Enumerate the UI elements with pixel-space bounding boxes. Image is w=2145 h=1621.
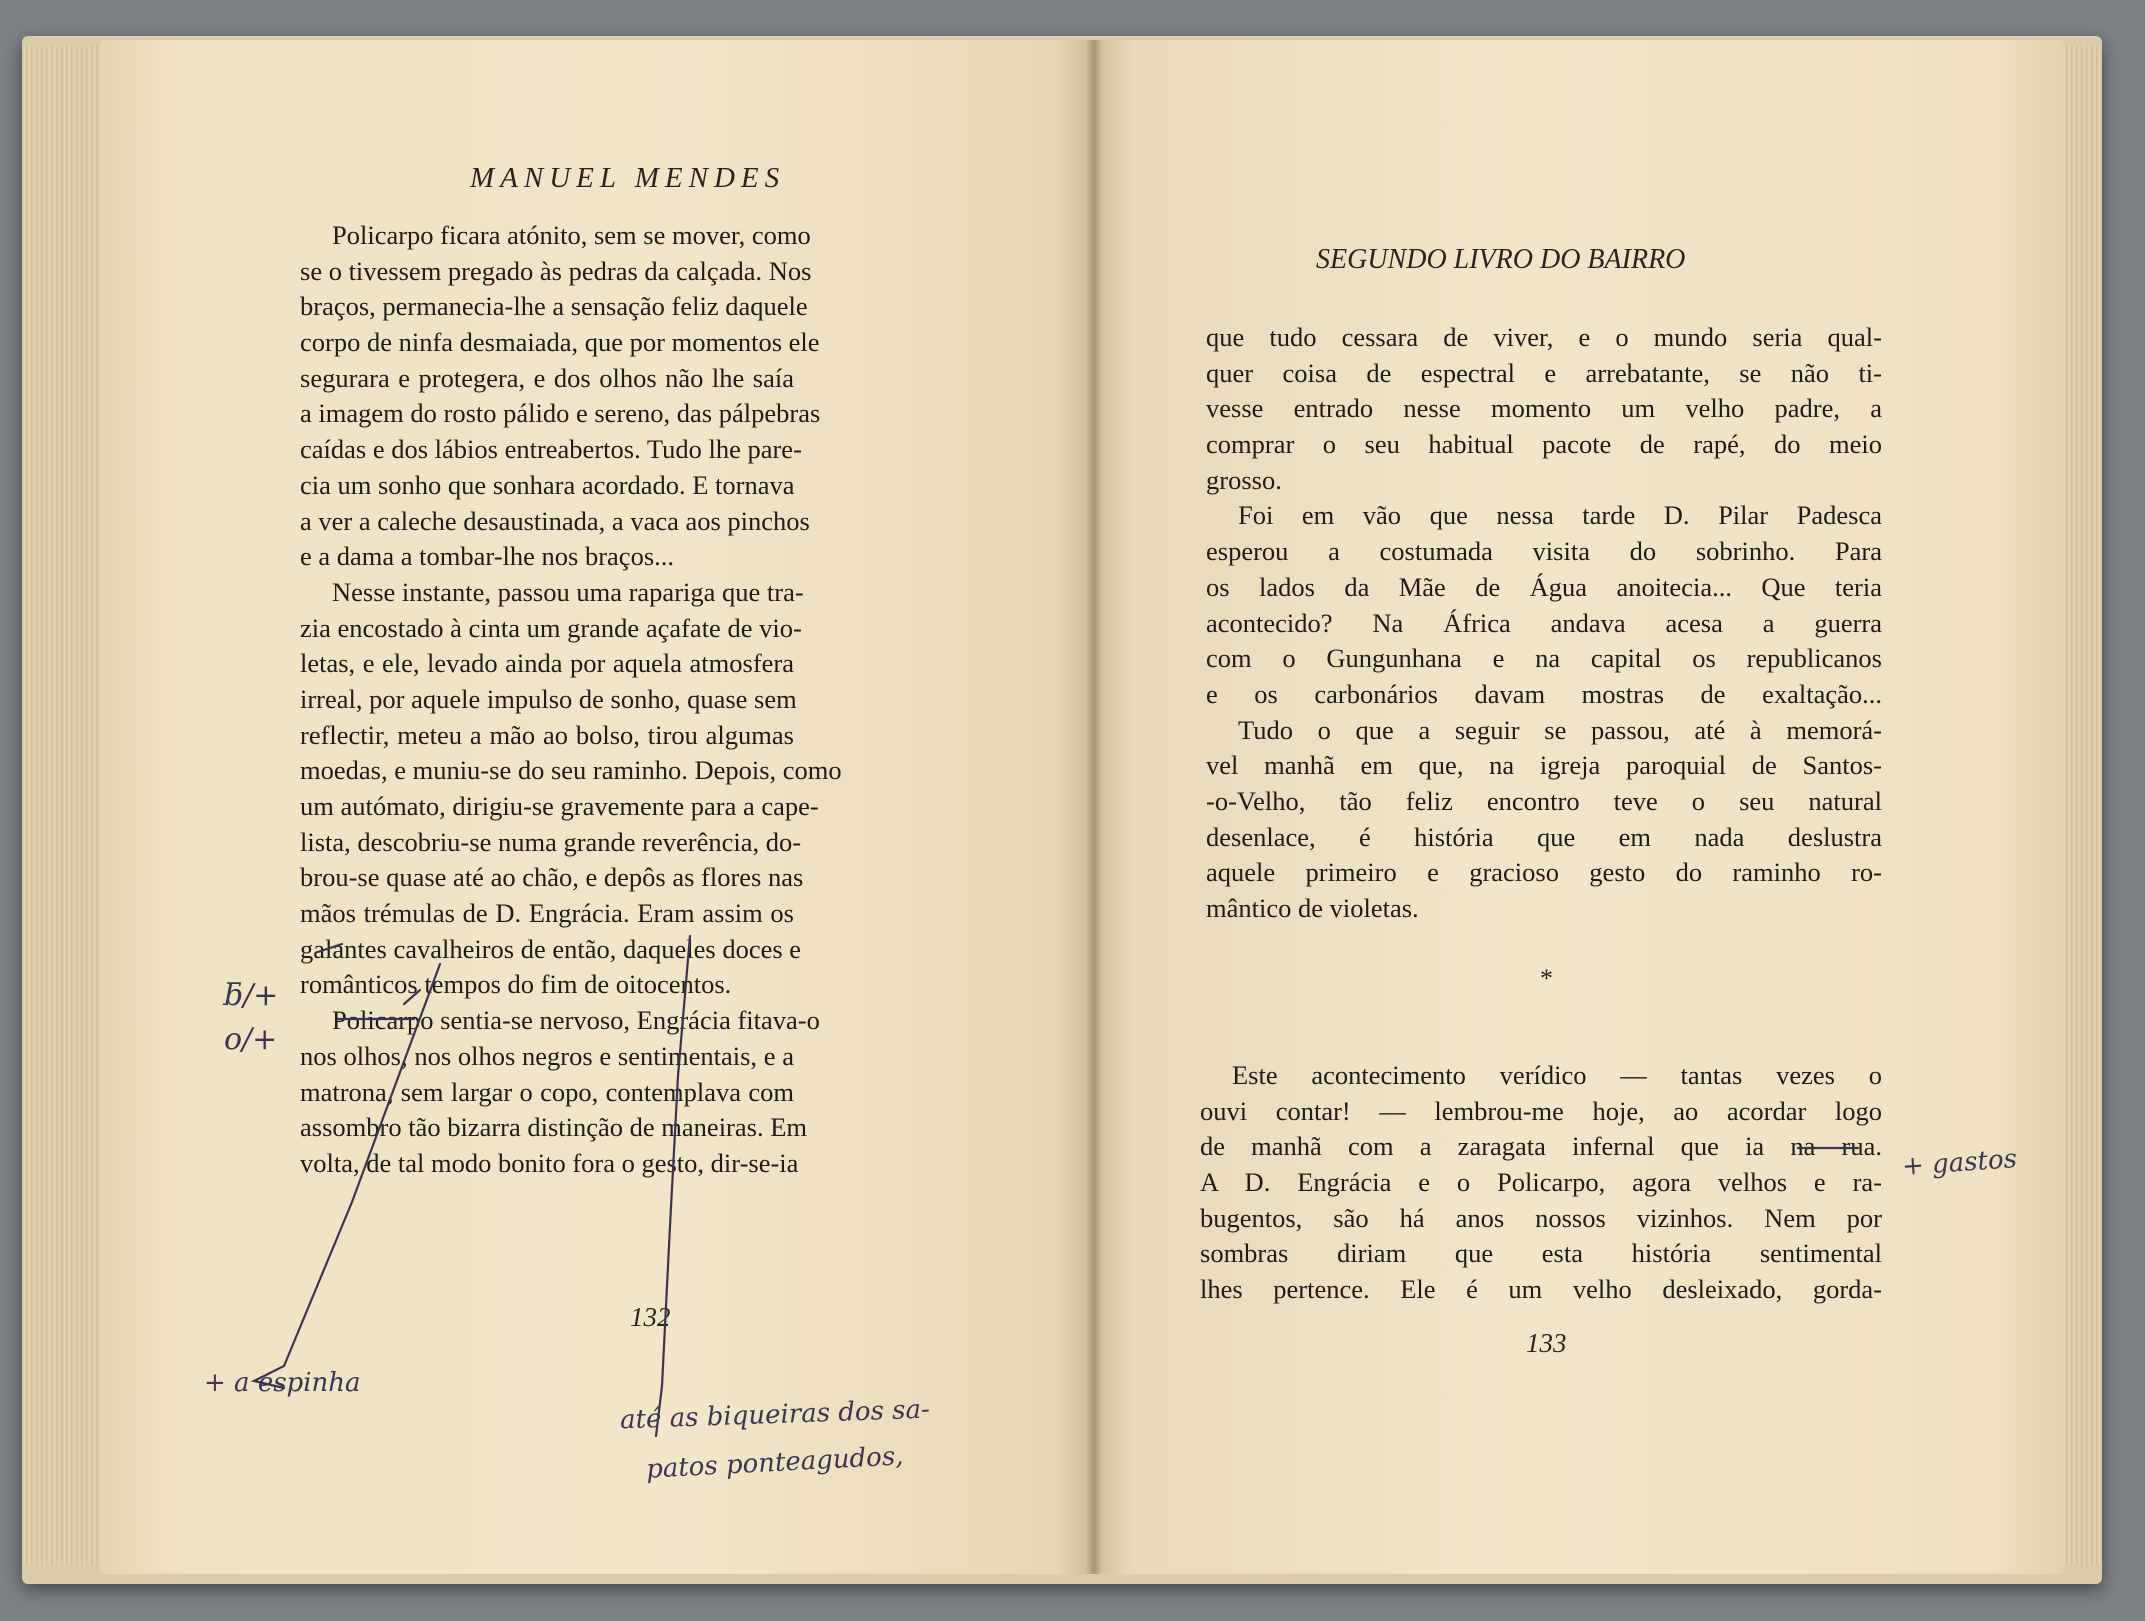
text-line: vel manhã em que, na igreja paroquial de Santos- xyxy=(1206,750,1882,781)
text-line: grosso. xyxy=(1206,464,1282,495)
text-line: -o-Velho, tão feliz encontro teve o seu natural xyxy=(1206,785,1882,816)
text-line: lhes pertence. Ele é um velho desleixado, gorda- xyxy=(1200,1274,1882,1305)
margin-note-sapatos: patos ponteagudos, xyxy=(645,1441,905,1485)
text-line: Policarpo ficara atónito, sem se mover, como xyxy=(332,220,811,250)
text-line: acontecido? Na África andava acesa a guerra xyxy=(1206,607,1882,638)
text-line: que tudo cessara de viver, e o mundo seria qual- xyxy=(1206,322,1882,352)
text-line: letas, e ele, levado ainda por aquela atmosfera xyxy=(300,648,794,679)
proofreading-marks xyxy=(22,36,2102,1584)
text-line: volta, de tal modo bonito fora o gesto, dir-se-ia xyxy=(300,1147,799,1178)
text-line: matrona, sem largar o copo, contemplava com xyxy=(300,1076,794,1107)
text-line: lista, descobriu-se numa grande reverência, do- xyxy=(300,826,802,857)
text-line: e os carbonários davam mostras de exaltação... xyxy=(1206,678,1882,709)
left-running-head: MANUEL MENDES xyxy=(470,162,786,194)
text-line: segurara e protegera, e dos olhos não lhe saía xyxy=(300,362,794,393)
text-line: braços, permanecia-lhe a sensação feliz daquele xyxy=(300,291,808,322)
section-separator: * xyxy=(1540,964,1553,993)
open-book xyxy=(22,36,2102,1584)
text-line: A D. Engrácia e o Policarpo, agora velhos e ra- xyxy=(1200,1167,1882,1198)
text-line: Nesse instante, passou uma rapariga que tra- xyxy=(332,576,804,607)
text-line: moedas, e muniu-se do seu raminho. Depois, como xyxy=(300,755,842,786)
text-line: irreal, por aquele impulso de sonho, quase sem xyxy=(300,683,797,714)
text-line: assombro tão bizarra distinção de maneiras. Em xyxy=(300,1112,808,1143)
text-line: reflectir, meteu a mão ao bolso, tirou algumas xyxy=(300,719,794,750)
text-line: brou-se quase até ao chão, e depôs as flores nas xyxy=(300,862,804,893)
text-line: zia encostado à cinta um grande açafate de vio- xyxy=(300,612,802,643)
text-line: a imagem do rosto pálido e sereno, das pálpebras xyxy=(300,398,821,429)
text-line: galantes cavalheiros de então, daqueles doces e xyxy=(300,933,802,964)
text-line: Policarpo sentia-se nervoso, Engrácia fitava-o xyxy=(332,1005,820,1036)
left-page-number: 132 xyxy=(630,1302,671,1332)
margin-note-biqueiras: até as biqueiras dos sa- xyxy=(619,1394,931,1436)
text-line: Foi em vão que nessa tarde D. Pilar Padesca xyxy=(1238,500,1882,531)
text-line: sombras diriam que esta história sentimental xyxy=(1200,1238,1882,1269)
text-line: a ver a caleche desaustinada, a vaca aos pinchos xyxy=(300,505,810,536)
right-page-number: 133 xyxy=(1526,1328,1567,1358)
text-line: nos olhos, nos olhos negros e sentimentais, e a xyxy=(300,1040,794,1071)
text-line: Tudo o que a seguir se passou, até à memorá- xyxy=(1238,714,1882,745)
text-line: se o tivessem pregado às pedras da calçada. Nos xyxy=(300,255,812,286)
text-line: corpo de ninfa desmaiada, que por momentos ele xyxy=(300,327,820,358)
text-line: mãos trémulas de D. Engrácia. Eram assim os xyxy=(300,898,794,929)
text-line: aquele primeiro e gracioso gesto do raminho ro- xyxy=(1206,857,1882,888)
margin-note-gastos: + gastos xyxy=(1901,1144,2018,1182)
text-line: cia um sonho que sonhara acordado. E tornava xyxy=(300,469,795,500)
text-line: vesse entrado nesse momento um velho padre, a xyxy=(1206,393,1882,424)
text-line: com o Gungunhana e na capital os republicanos xyxy=(1206,643,1882,674)
margin-mark-1: ƃ/+ xyxy=(224,978,279,1013)
margin-note-espinha: + a espinha xyxy=(204,1368,361,1398)
text-line: Este acontecimento verídico — tantas vezes o xyxy=(1232,1060,1882,1090)
text-line: românticos tempos do fim de oitocentos. xyxy=(300,969,732,1000)
text-line: de manhã com a zaragata infernal que ia na rua. xyxy=(1200,1131,1882,1162)
text-line: bugentos, são há anos nossos vizinhos. Nem por xyxy=(1200,1202,1882,1233)
text-line: ouvi contar! — lembrou-me hoje, ao acordar logo xyxy=(1200,1095,1882,1126)
text-line: caídas e dos lábios entreabertos. Tudo lhe pare- xyxy=(300,434,802,465)
text-line: esperou a costumada visita do sobrinho. Para xyxy=(1206,536,1882,567)
right-running-head: SEGUNDO LIVRO DO BAIRRO xyxy=(1316,244,1686,275)
text-line: desenlace, é história que em nada deslustra xyxy=(1206,821,1882,852)
text-line: mântico de violetas. xyxy=(1206,893,1419,923)
margin-mark-2: o/+ xyxy=(224,1022,278,1057)
text-line: comprar o seu habitual pacote de rapé, do meio xyxy=(1206,429,1882,460)
text-line: e a dama a tombar-lhe nos braços... xyxy=(300,541,675,572)
text-line: quer coisa de espectral e arrebatante, se não ti- xyxy=(1206,357,1882,388)
text-line: os lados da Mãe de Água anoitecia... Que teria xyxy=(1206,571,1882,602)
text-line: um autómato, dirigiu-se gravemente para a cape- xyxy=(300,791,819,821)
